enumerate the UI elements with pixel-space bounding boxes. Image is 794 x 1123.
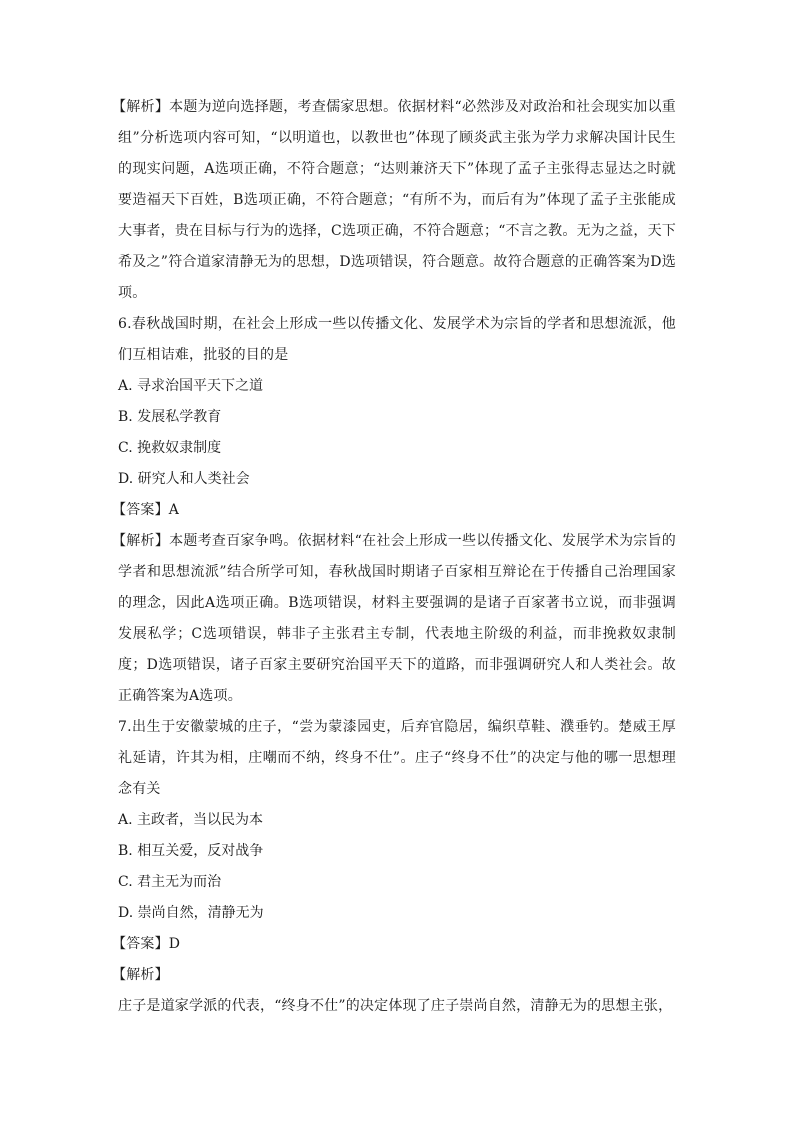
- question-6-answer: 【答案】A: [112, 502, 180, 518]
- question-6-option-d: D. 研究人和人类社会: [118, 471, 250, 487]
- question-7-answer: 【答案】D: [112, 936, 181, 952]
- document-page: [112, 92, 676, 1022]
- question-6-option-a: A. 寻求治国平天下之道: [118, 378, 264, 394]
- question-7-stem: 7.出生于安徽蒙城的庄子，“尝为蒙漆园吏，后弃官隐居，编织草鞋、濮垂钓。楚威王厚礼延请，许其为相，庄嘲而不纳，终身不仕”。庄子“终身不仕”的决定与他的哪一思想理念有关: [118, 719, 676, 797]
- question-7-analysis-label: 【解析】: [112, 967, 169, 983]
- question-7-option-c: C. 君主无为而治: [118, 874, 222, 890]
- question-7-option-a: A. 主政者，当以民为本: [118, 812, 264, 828]
- question-6-option-b: B. 发展私学教育: [118, 409, 222, 425]
- question-6-option-c: C. 挽救奴隶制度: [118, 440, 222, 456]
- analysis-q7: 庄子是道家学派的代表，“终身不仕”的决定体现了庄子崇尚自然，清静无为的思想主张，: [118, 998, 673, 1014]
- question-6-stem: 6.春秋战国时期，在社会上形成一些以传播文化、发展学术为宗旨的学者和思想流派，他们互相诘难，批驳的目的是: [118, 316, 676, 363]
- question-7-option-b: B. 相互关爱，反对战争: [118, 843, 264, 859]
- analysis-q5: 【解析】本题为逆向选择题，考查儒家思想。依据材料“必然涉及对政治和社会现实加以重组”分析选项内容可知，“以明道也，以教世也”体现了顾炎武主张为学力求解决国计民生的现实问题，A选项正确，不符合题意；“达则兼济天下”体现了孟子主张得志显达之时就要造福天下百姓，B选项正确，不符合题意；“有所不为，而后有为”体现了孟子主张能成大事者，贵在目标与行为的选择，C选项正确，不符合题意；“不言之教。无为之益，天下希及之”符合道家清静无为的思想，D选项错误，符合题意。故符合题意的正确答案为D选项。: [112, 99, 676, 301]
- analysis-q6: 【解析】本题考查百家争鸣。依据材料“在社会上形成一些以传播文化、发展学术为宗旨的学者和思想流派”结合所学可知，春秋战国时期诸子百家相互辩论在于传播自己治理国家的理念，因此A选项正确。B选项错误，材料主要强调的是诸子百家著书立说，而非强调发展私学；C选项错误，韩非子主张君主专制，代表地主阶级的利益，而非挽救奴隶制度；D选项错误，诸子百家主要研究治国平天下的道路，而非强调研究人和人类社会。故正确答案为A选项。: [112, 533, 676, 704]
- question-7-option-d: D. 崇尚自然，清静无为: [118, 905, 264, 921]
